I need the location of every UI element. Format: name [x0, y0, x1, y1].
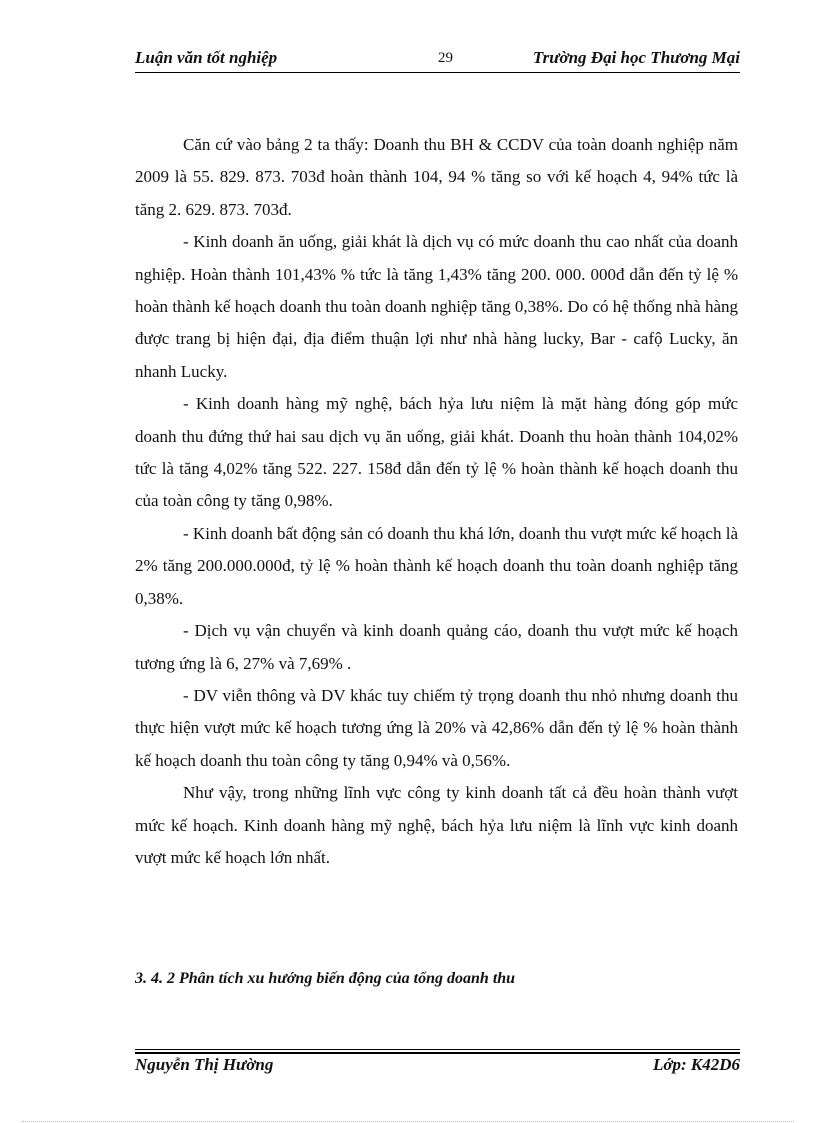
body-text	[135, 129, 738, 874]
footer-rule-thick	[135, 1052, 740, 1054]
paragraph-real-estate: - Kinh doanh bất động sản có doanh thu khá lớn, doanh thu vượt mức kế hoạch là 2% tăng 200.000.000đ, tỷ lệ % hoàn thành kế hoạch doanh thu toàn doanh nghiệp tăng 0,38%.	[135, 523, 738, 608]
footer-author-name: Nguyễn Thị Hường	[135, 1055, 274, 1074]
page-header	[135, 48, 740, 73]
footer-class-label: Lớp: K42D6	[652, 1055, 740, 1074]
page-boundary	[22, 1121, 794, 1122]
page-number: 29	[438, 50, 453, 66]
footer-rule	[135, 1049, 740, 1050]
paragraph-telecom-other: - DV viễn thông và DV khác tuy chiếm tỷ trọng doanh thu nhỏ nhưng doanh thu thực hiện vượt mức kế hoạch tương ứng là 20% và 42,86% dẫn đến tỷ lệ % hoàn thành kế hoạch doanh thu toàn công ty tăng 0,94% và 0,56%.	[135, 685, 738, 770]
header-university-name: Trường Đại học Thương Mại	[532, 48, 740, 67]
section-heading: 3. 4. 2 Phân tích xu hướng biến động của tổng doanh thu	[135, 970, 516, 987]
paragraph-transport-advertising: - Dịch vụ vận chuyển và kinh doanh quảng cáo, doanh thu vượt mức kế hoạch tương ứng là 6, 27% và 7,69% .	[135, 621, 738, 673]
paragraph-revenue-summary: Căn cứ vào bảng 2 ta thấy: Doanh thu BH & CCDV của toàn doanh nghiệp năm 2009 là 55. 829. 873. 703đ hoàn thành 104, 94 % tăng so với kế hoạch 4, 94% tức là tăng 2. 629. 873. 703đ.	[135, 135, 738, 219]
paragraph-conclusion: Như vậy, trong những lĩnh vực công ty kinh doanh tất cả đều hoàn thành vượt mức kế hoạch. Kinh doanh hàng mỹ nghệ, bách hỷa lưu niệm là lĩnh vực kinh doanh vượt mức kế hoạch lớn nhất.	[135, 783, 738, 867]
paragraph-food-beverage: - Kinh doanh ăn uống, giải khát là dịch vụ có mức doanh thu cao nhất của doanh nghiệp. Hoàn thành 101,43% % tức là tăng 1,43% tăng 200. 000. 000đ dẫn đến tỷ lệ % hoàn thành kế hoạch doanh thu toàn doanh nghiệp tăng 0,38%. Do có hệ thống nhà hàng được trang bị hiện đại, địa điểm thuận lợi như nhà hàng lucky, Bar - cafộ Lucky, ăn nhanh Lucky.	[135, 232, 738, 381]
paragraph-handicrafts: - Kinh doanh hàng mỹ nghệ, bách hỷa lưu niệm là mặt hàng đóng góp mức doanh thu đứng thứ hai sau dịch vụ ăn uống, giải khát. Doanh thu hoàn thành 104,02% tức là tăng 4,02% tăng 522. 227. 158đ dẫn đến tỷ lệ % hoàn thành kế hoạch doanh thu của toàn công ty tăng 0,98%.	[135, 394, 738, 511]
header-thesis-label: Luận văn tốt nghiệp	[135, 48, 278, 67]
